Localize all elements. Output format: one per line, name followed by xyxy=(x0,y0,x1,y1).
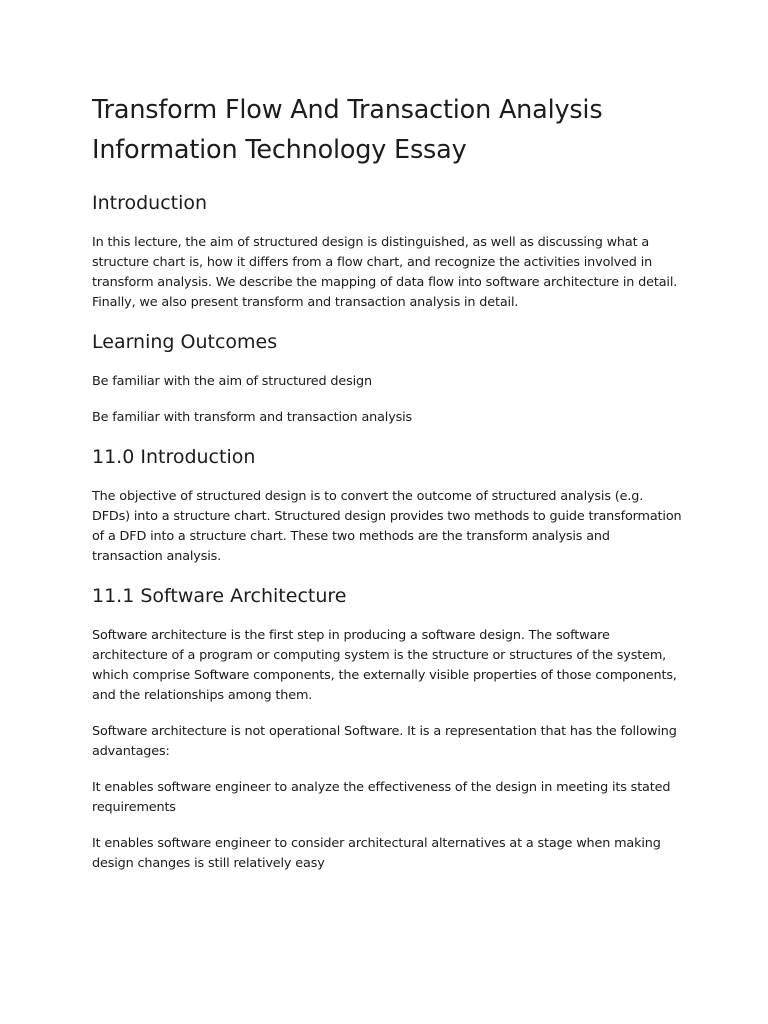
section-11-1-paragraph: Software architecture is the first step in producing a software design. The software architecture of a program or computing system is the structure or structures of the system, which comprise Software components, the externally visible properties of those components, and the relationships among them. xyxy=(92,628,677,703)
document-page xyxy=(92,90,682,890)
section-heading-introduction: Introduction xyxy=(92,192,208,214)
section-heading-11-1: 11.1 Software Architecture xyxy=(92,585,347,607)
document-title: Transform Flow And Transaction Analysis Information Technology Essay xyxy=(92,95,603,165)
section-heading-learning-outcomes: Learning Outcomes xyxy=(92,331,278,353)
section-11-1-software-architecture xyxy=(92,583,682,874)
learning-outcome-item: Be familiar with the aim of structured design xyxy=(92,374,372,389)
learning-outcome-item: Be familiar with transform and transaction analysis xyxy=(92,410,413,425)
section-learning-outcomes xyxy=(92,329,682,428)
section-11-1-paragraph: It enables software engineer to analyze the effectiveness of the design in meeting its stated requirements xyxy=(92,780,671,815)
section-introduction xyxy=(92,190,682,313)
section-11-1-paragraph: It enables software engineer to consider architectural alternatives at a stage when making design changes is still relatively easy xyxy=(92,836,661,871)
section-11-1-paragraph: Software architecture is not operational Software. It is a representation that has the following advantages: xyxy=(92,724,677,759)
section-heading-11-0: 11.0 Introduction xyxy=(92,446,256,468)
intro-paragraph: In this lecture, the aim of structured design is distinguished, as well as discussing what a structure chart is, how it differs from a flow chart, and recognize the activities involved in transform analysis. We describe the mapping of data flow into software architecture in detail. Finally, we also present transform and transaction analysis in detail. xyxy=(92,235,678,310)
section-11-0-introduction xyxy=(92,444,682,567)
section-11-0-paragraph: The objective of structured design is to convert the outcome of structured analysis (e.g. DFDs) into a structure chart. Structured design provides two methods to guide transformation of a DFD into a structure chart. These two methods are the transform analysis and transaction analysis. xyxy=(92,489,682,564)
